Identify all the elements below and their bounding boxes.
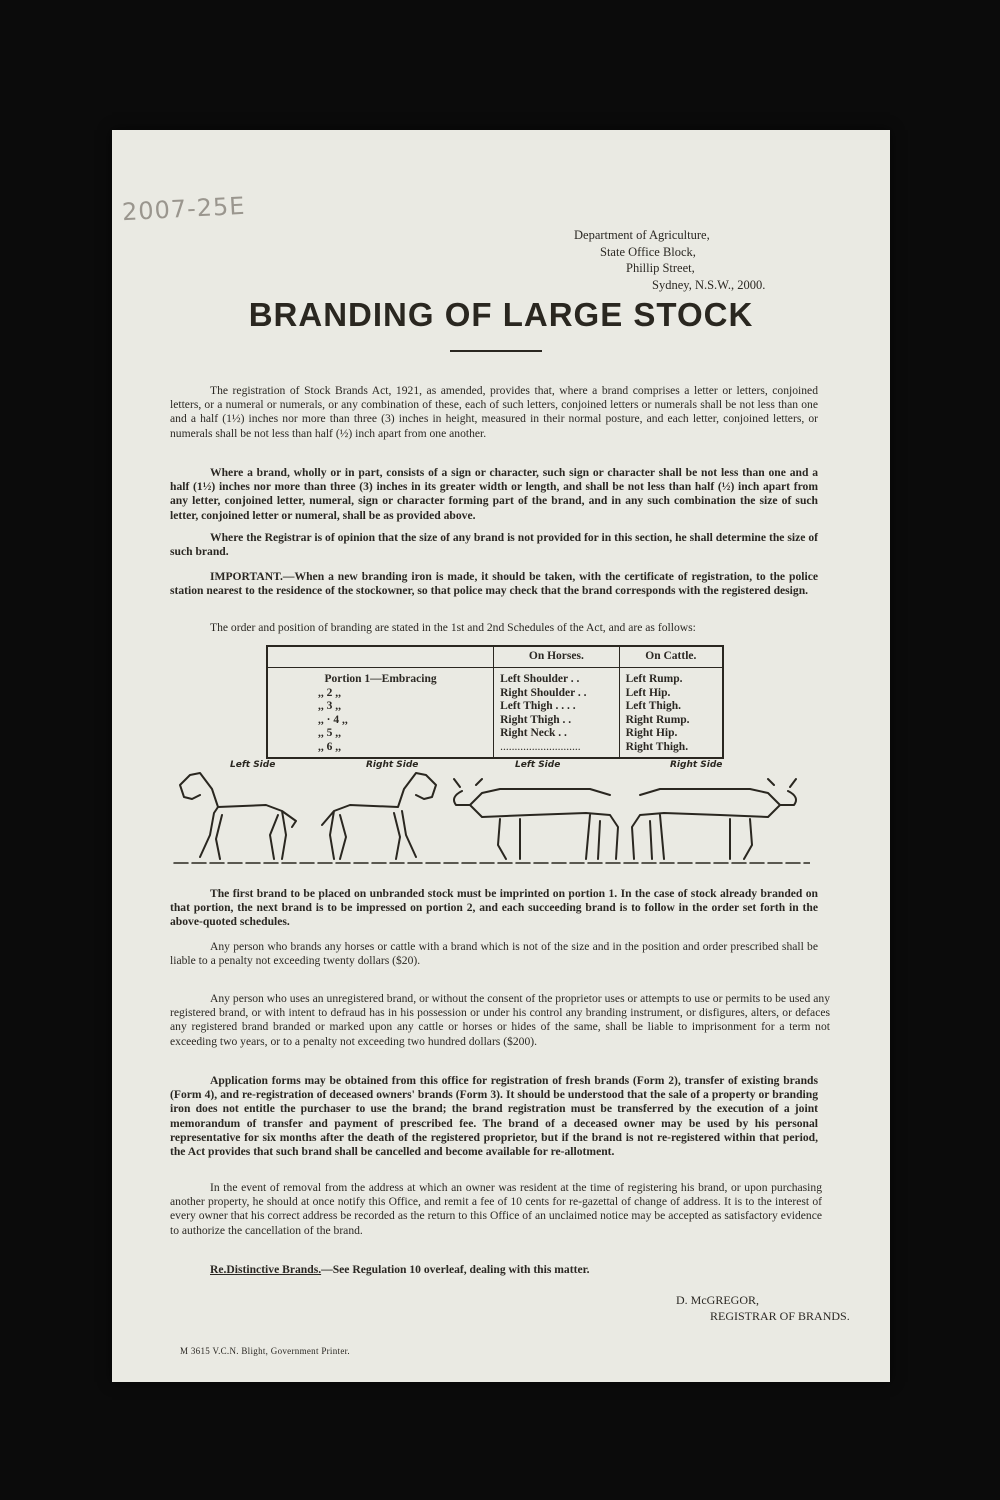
sender-address xyxy=(574,227,765,293)
horses-cell: ............................ xyxy=(494,741,620,759)
signatory-name: D. McGREGOR, xyxy=(676,1293,759,1307)
paragraph-change-of-address: In the event of removal from the address at which an owner was resident at the time of registering his brand, or upon purchasing another property, he should at once notify this Office, and remit a fee of 10 cents for re-gazettal of change of address. It is to the interest of every owner that his correct address be recorded as the return to this Office of an unclaimed notice may be accepted as satisfactory evidence to authorize the cancellation of the brand. xyxy=(170,1181,822,1237)
distinctive-brands-heading: Re.Distinctive Brands. xyxy=(210,1263,322,1276)
address-line: Department of Agriculture, xyxy=(574,228,710,242)
cattle-cell: Left Hip. xyxy=(625,686,671,699)
address-line: Phillip Street, xyxy=(626,261,695,275)
portion-cell: Portion 1—Embracing xyxy=(267,668,494,687)
portion-cell: ,, 6 ,, xyxy=(267,741,494,759)
signatory-title: REGISTRAR OF BRANDS. xyxy=(710,1309,850,1323)
document-title: BRANDING OF LARGE STOCK xyxy=(248,296,754,333)
horses-cell: Right Thigh . . xyxy=(494,714,620,728)
paragraph-size-of-letters: The registration of Stock Brands Act, 1921, as amended, provides that, where a brand comprises a letter or letters, conjoined letters, or a numeral or numerals, or any combination of these, each of such letters, conjoined letters or numerals shall be not less than one and a half (1½) inches nor more than three (3) inches in height, measured in their normal posture, and each letter, conjoined letters, or numerals shall be not less than half (½) inch apart from one another. xyxy=(170,384,818,440)
paragraph-penalty-size: Any person who brands any horses or cattle with a brand which is not of the size and in the position and order prescribed shall be liable to a penalty not exceeding twenty dollars ($20). xyxy=(170,940,818,968)
printer-imprint: M 3615 V.C.N. Blight, Government Printer. xyxy=(180,1346,350,1356)
paragraph-distinctive-brands xyxy=(170,1263,818,1277)
paragraph-penalty-unregistered: Any person who uses an unregistered brand, or without the consent of the proprietor uses or attempts to use or permits to be used any registered brand, or with intent to defraud has in his possession or under his control any branding instrument, or disfigures, alters, or defaces any registered brand branded or marked upon any cattle or horses or hides of the same, shall be liable to imprisonment for a term not exceeding two years, or to a penalty not exceeding two hundred dollars ($200). xyxy=(170,992,830,1048)
horses-cell: Left Shoulder . . xyxy=(494,668,620,687)
cattle-cell: Left Thigh. xyxy=(625,700,682,712)
distinctive-brands-text: —See Regulation 10 overleaf, dealing with this matter. xyxy=(321,1263,590,1276)
title-rule xyxy=(450,350,542,352)
cow-right-side xyxy=(632,779,796,859)
branding-schedule-table xyxy=(266,645,724,759)
portion-cell: ,, 2 ,, xyxy=(267,687,494,701)
portion-cell: ,, 3 ,, xyxy=(267,700,494,714)
table-header-cell: On Cattle. xyxy=(619,646,723,668)
branding-positions-illustration xyxy=(170,755,810,875)
horses-cell: Right Neck . . xyxy=(494,727,620,741)
portion-cell: ,, · 4 ,, xyxy=(267,714,494,728)
portion-cell: ,, 5 ,, xyxy=(267,727,494,741)
table-row xyxy=(267,727,723,741)
cattle-cell: Right Thigh. xyxy=(625,740,689,753)
illustration-label: Left Side xyxy=(230,760,276,770)
horse-right-side xyxy=(322,773,436,859)
cattle-cell: Right Rump. xyxy=(625,713,690,726)
handwritten-reference: 2007-25E xyxy=(121,191,247,227)
horses-cell: Right Shoulder . . xyxy=(494,687,620,701)
paragraph-application-forms: Application forms may be obtained from this office for registration of fresh brands (Form 2), transfer of existing brands (Form 4), and re-registration of deceased owners' brands (Form 3). It should be understood that the sale of a property or branding iron does not entitle the purchaser to use the brand; the brand registration must be transferred by the execution of a joint memorandum of transfer and payment of prescribed fee. The brand of a deceased owner may be used by his personal representative for six months after the death of the registered proprietor, but if the brand is not re-registered within that period, the Act provides that such brand shall be cancelled and become available for re-allotment. xyxy=(170,1074,818,1159)
illustration-label: Right Side xyxy=(670,760,723,770)
paragraph-schedules-intro: The order and position of branding are stated in the 1st and 2nd Schedules of the Act, and are as follows: xyxy=(210,621,696,634)
paragraph-important: IMPORTANT.—When a new branding iron is made, it should be taken, with the certificate of registration, to the police station nearest to the residence of the stockowner, so that police may check that the brand corresponds with the registered design. xyxy=(170,570,818,598)
horse-left-side xyxy=(180,773,296,859)
horses-cell: Left Thigh . . . . xyxy=(494,700,620,714)
table-row xyxy=(267,687,723,701)
address-line: State Office Block, xyxy=(600,244,696,259)
cattle-cell: Left Rump. xyxy=(625,673,683,685)
table-header-cell xyxy=(267,646,494,668)
cow-left-side xyxy=(454,779,618,859)
document-page xyxy=(112,130,890,1382)
table-row xyxy=(267,700,723,714)
table-row xyxy=(267,668,723,687)
paragraph-size-of-signs: Where a brand, wholly or in part, consists of a sign or character, such sign or character shall be not less than one and a half (1½) inches nor more than three (3) inches in its greater width or length, and shall be not less than half (½) inch apart from any letter, conjoined letter, numeral, sign or character forming part of the brand, and in any such combination the size of such letter, conjoined letter or numeral, shall be as provided above. xyxy=(170,466,818,522)
table-header-cell: On Horses. xyxy=(494,646,620,668)
paragraph-first-brand: The first brand to be placed on unbranded stock must be imprinted on portion 1. In the case of stock already branded on that portion, the next brand is to be impressed on portion 2, and each succeeding brand is to follow in the order set forth in the above-quoted schedules. xyxy=(170,887,818,929)
illustration-label: Left Side xyxy=(515,760,561,770)
address-line: Sydney, N.S.W., 2000. xyxy=(652,277,766,292)
illustration-label: Right Side xyxy=(366,760,419,770)
table-row xyxy=(267,714,723,728)
table-header-row xyxy=(267,646,723,668)
paragraph-registrar-opinion: Where the Registrar is of opinion that the size of any brand is not provided for in this section, he shall determine the size of such brand. xyxy=(170,531,818,559)
cattle-cell: Right Hip. xyxy=(625,727,678,739)
signature-block xyxy=(676,1292,850,1324)
